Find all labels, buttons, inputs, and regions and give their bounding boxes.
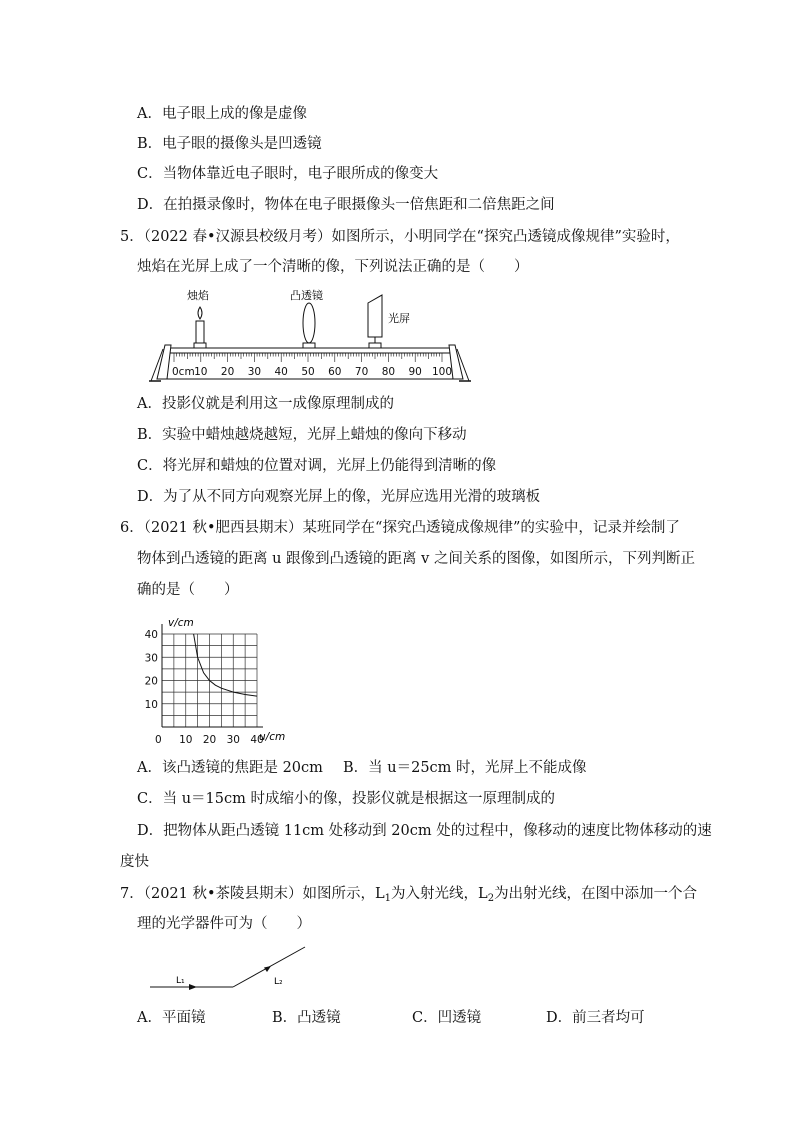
q6-uv-chart [140,612,300,747]
scale-label: 10 [194,366,208,378]
q6-option-d-line1: D．把物体从距凸透镜 11cm 处移动到 20cm 处的过程中，像移动的速度比物体移动的速 [137,823,712,839]
arrow-right-icon [189,984,197,990]
screen-icon [368,295,382,348]
x-tick-label: 10 [179,734,193,746]
q6-stem-line1: 6．（2021 秋•肥西县期末）某班同学在“探究凸透镜成像规律”的实验中，记录并绘制了 [120,520,680,536]
q6-option-d-line2: 度快 [120,854,149,870]
y-tick-label: 20 [144,675,158,688]
q5-option-d: D．为了从不同方向观察光屏上的像，光屏应选用光滑的玻璃板 [137,489,541,505]
convex-lens-icon [303,303,315,348]
scale-label: 70 [354,366,369,378]
q7-light-rays-figure [145,940,315,995]
x-tick-label: 20 [202,734,217,746]
label-screen: 光屏 [388,312,410,325]
q7-stem-line1: 7．（2021 秋•茶陵县期末）如图所示，$L_1$为入射光线，$L_2$为出射光线，在图中添加一个合 [120,886,698,904]
q6-option-a: A．该凸透镜的焦距是 20cm [137,760,323,776]
candle-icon [194,307,206,348]
scale-label: 40 [274,366,288,378]
q7-option-a: A．平面镜 [137,1010,206,1026]
arrow-up-right-icon [264,966,271,972]
scale-label: 80 [381,366,396,378]
q7-option-d: D．前三者均可 [546,1010,645,1026]
q4-option-a: A．电子眼上成的像是虚像 [137,106,307,122]
q6-option-c: C．当 u＝15cm 时成缩小的像，投影仪就是根据这一原理制成的 [137,791,555,807]
q7-option-c: C．凹透镜 [412,1010,482,1026]
label-l2: L₂ [274,977,283,987]
label-candle: 烛焰 [187,289,209,302]
q5-option-c: C．将光屏和蜡烛的位置对调，光屏上仍能得到清晰的像 [137,458,497,474]
y-tick-label: 40 [144,629,158,641]
q7-option-b: B．凸透镜 [272,1010,341,1026]
scale-label: 100 [431,366,453,378]
scale-label: 20 [220,366,235,378]
q5-stem-line2: 烛焰在光屏上成了一个清晰的像，下列说法正确的是（ ） [137,259,529,275]
x-tick-label: 0 [155,734,162,746]
scale-label: 30 [247,366,262,378]
scale-label: 90 [408,366,422,378]
x-axis-label: u/cm [259,731,286,743]
x-tick-label: 40 [250,734,264,746]
uv-curve [194,634,257,696]
label-lens: 凸透镜 [290,289,323,302]
q5-optical-bench-figure [145,285,475,385]
y-tick-label: 30 [144,652,158,665]
q5-stem-line1: 5．（2022 春•汉源县校级月考）如图所示，小明同学在“探究凸透镜成像规律”实验时， [120,229,680,245]
q4-option-c: C．当物体靠近电子眼时，电子眼所成的像变大 [137,166,439,182]
q5-option-b: B．实验中蜡烛越烧越短，光屏上蜡烛的像向下移动 [137,427,467,443]
scale-label: 0cm [172,366,195,378]
label-l1: L₁ [176,976,185,986]
scale-label: 60 [328,366,342,378]
q6-stem-line2: 物体到凸透镜的距离 u 跟像到凸透镜的距离 v 之间关系的图像，如图所示，下列判断正 [137,551,695,567]
q4-option-b: B．电子眼的摄像头是凹透镜 [137,136,322,152]
y-axis-label: v/cm [168,617,194,629]
q6-stem-line3: 确的是（ ） [137,582,239,598]
y-tick-label: 10 [144,698,158,711]
q7-stem-line2: 理的光学器件可为（ ） [137,916,311,932]
x-tick-label: 30 [226,734,240,746]
scale-label: 50 [301,366,315,378]
q6-option-b: B．当 u＝25cm 时，光屏上不能成像 [343,760,587,776]
q5-option-a: A．投影仪就是利用这一成像原理制成的 [137,396,394,412]
q4-option-d: D．在拍摄录像时，物体在电子眼摄像头一倍焦距和二倍焦距之间 [137,197,555,213]
